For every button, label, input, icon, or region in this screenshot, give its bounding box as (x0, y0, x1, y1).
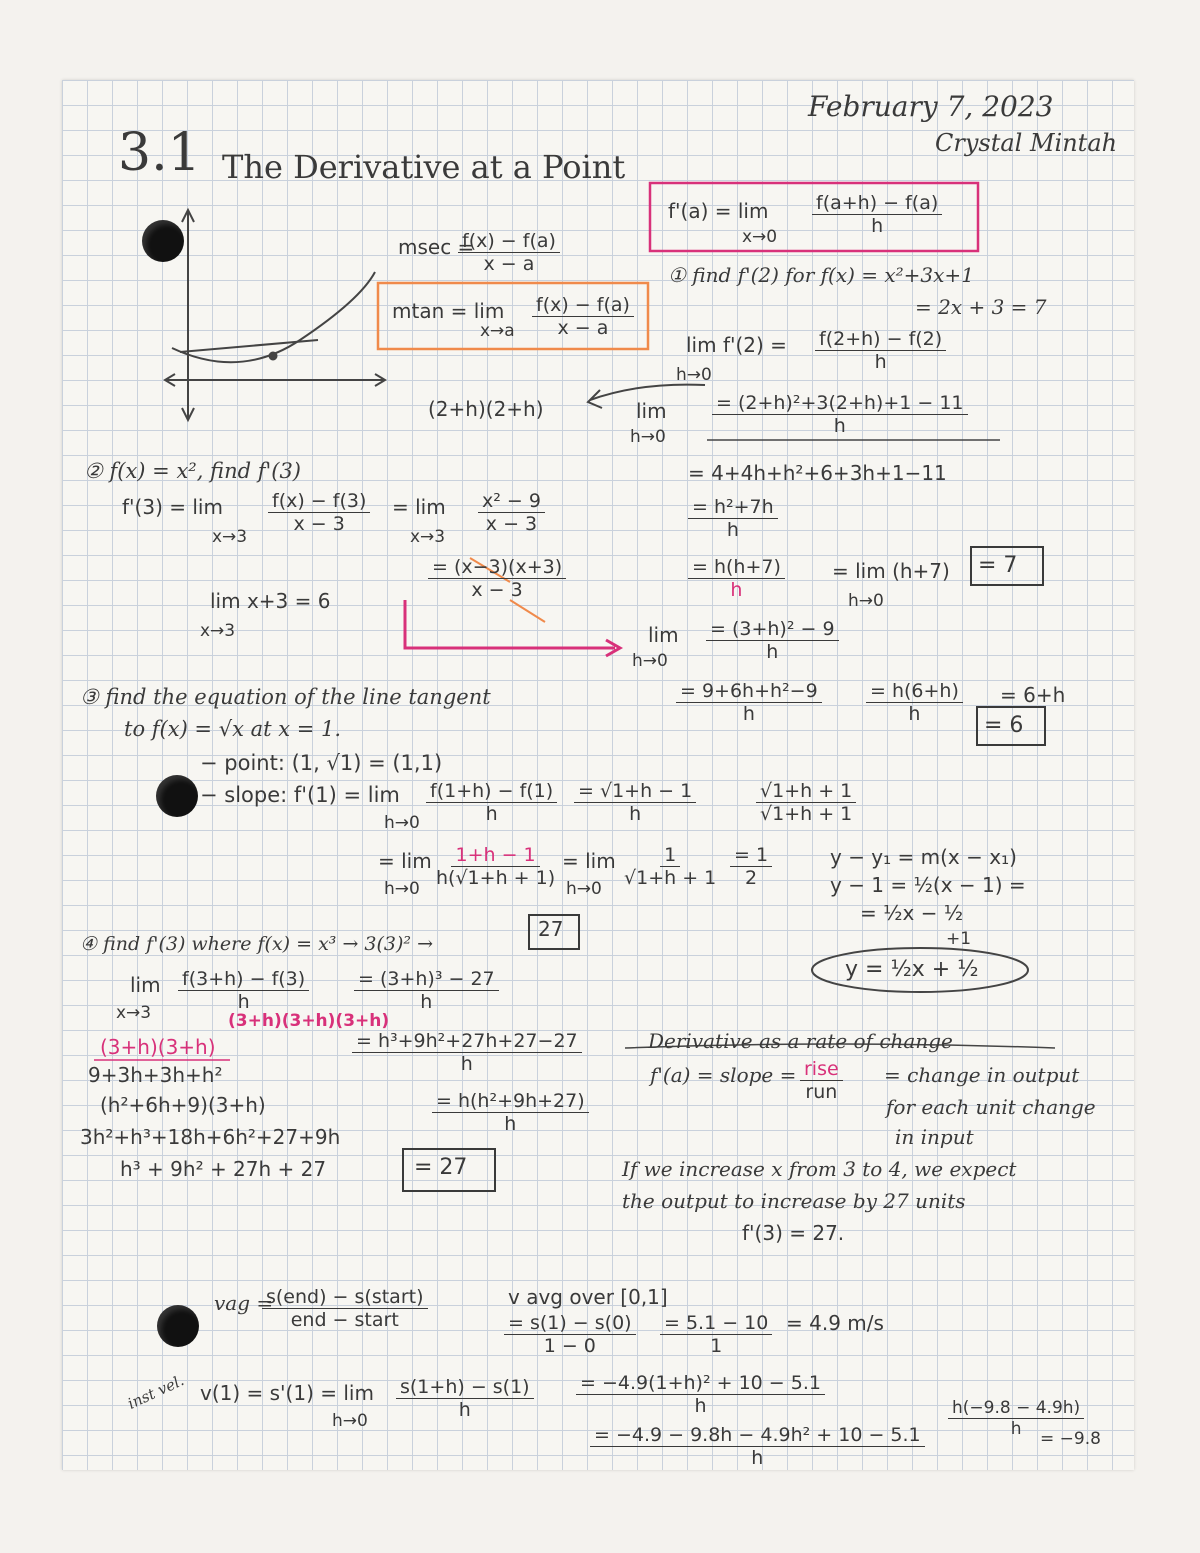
derivative-def-den: h (871, 215, 884, 237)
ex2-result-lim: x→3 (200, 621, 236, 641)
ex3-slope-conjugate (756, 780, 856, 825)
ex3-line1: y − y₁ = m(x − x₁) (830, 845, 1017, 869)
ex1-line1-num: f(2+h) − f(2) (815, 328, 946, 351)
vavg-lhs: vag = (214, 1291, 274, 1315)
ex3-s6-num: = 1 (730, 844, 772, 867)
secant-graph-sketch (165, 210, 385, 420)
page-title: The Derivative at a Point (222, 148, 626, 186)
ex4-num4: = h(h²+9h+27) (432, 1090, 589, 1113)
ex2-alt-den: h (766, 641, 779, 663)
inst-v1-lim: h→0 (332, 1411, 368, 1431)
ex2-answer: = 6 (984, 713, 1024, 738)
ex3-s4-den: h(√1+h + 1) (436, 867, 556, 889)
rate-def-rhs2: for each unit change (886, 1095, 1096, 1119)
ex1-line2-lim: lim (636, 399, 667, 423)
msec-num: f(x) − f(a) (458, 230, 560, 253)
rate-def-rhs3: in input (895, 1125, 974, 1149)
rate-def-rhs1: = change in output (884, 1063, 1080, 1087)
inst-vel-label: inst vel. (124, 1371, 187, 1413)
ex2-result: lim x+3 = 6 (210, 589, 331, 613)
ex1-line3: = 4+4h+h²+6+3h+1−11 (688, 461, 947, 485)
date: February 7, 2023 (808, 90, 1054, 123)
ex1-line2-num: = (2+h)²+3(2+h)+1 − 11 (712, 392, 968, 415)
mtan-lim: x→a (480, 321, 515, 341)
ex3-s-num: f(1+h) − f(1) (426, 780, 557, 803)
expand-arrow-label: (2+h)(2+h) (428, 397, 544, 421)
ex4-work4: 3h²+h³+18h+6h²+27+9h (80, 1125, 341, 1149)
ex2-fraction3 (428, 556, 566, 601)
ex3-s5-num: 1 (660, 844, 680, 867)
rate-heading: Derivative as a rate of change (648, 1029, 953, 1053)
ex4-work1: (3+h)(3+h) (100, 1035, 216, 1059)
vavg-c2-num: = 5.1 − 10 (660, 1312, 772, 1335)
ex3-line2: y − 1 = ½(x − 1) = (830, 873, 1026, 897)
ex3-s5-fraction (620, 844, 720, 889)
ex3-s4-lim-h0: h→0 (384, 879, 420, 899)
rate-note1: If we increase x from 3 to 4, we expect (622, 1157, 1017, 1181)
ex4-fraction2 (354, 968, 499, 1013)
ex4-fraction3 (352, 1030, 582, 1075)
ex1-line1-den: h (874, 351, 887, 373)
vavg-c1-den: 1 − 0 (543, 1335, 596, 1357)
ex2-alt3-num: = h(6+h) (866, 680, 963, 703)
inst-v4-result: = −9.8 (1040, 1429, 1101, 1449)
mtan-lhs: mtan = lim (392, 299, 505, 323)
ex4-fraction4 (432, 1090, 589, 1135)
ex4-work3: (h²+6h+9)(3+h) (100, 1093, 266, 1117)
inst-v1-fraction (396, 1376, 534, 1421)
ex3-s5-den: √1+h + 1 (624, 867, 717, 889)
ex2-num3: = (x−3)(x+3) (428, 556, 566, 579)
ex4-lim: lim (130, 973, 161, 997)
ex3-prompt-line2: to f(x) = √x at x = 1. (124, 717, 342, 741)
derivative-def-fraction (812, 192, 942, 237)
rate-note2: the output to increase by 27 units (622, 1189, 966, 1213)
ex1-line2-fraction (712, 392, 968, 437)
expand-arrow (590, 385, 705, 400)
ex2-alt-fraction2 (676, 680, 822, 725)
vavg-calc2 (660, 1312, 772, 1357)
ex1-answer: = 7 (978, 553, 1018, 578)
ex3-s5-lhs: = lim (562, 849, 616, 873)
ex1-line4-fraction (688, 496, 778, 541)
ex4-num2: = (3+h)³ − 27 (354, 968, 499, 991)
ex3-s5-lim-h0: h→0 (566, 879, 602, 899)
rate-def-num: rise (800, 1058, 843, 1081)
ex4-den2: h (420, 991, 433, 1013)
rate-def-fraction (800, 1058, 843, 1103)
ex2-den1: x − 3 (293, 513, 345, 535)
inst-v1-num: s(1+h) − s(1) (396, 1376, 534, 1399)
ex4-answer: = 27 (414, 1155, 468, 1180)
ex3-s4-num: 1+h − 1 (451, 844, 539, 867)
ex1-line5-den: h (730, 579, 743, 601)
ex3-s2-num: = √1+h − 1 (574, 780, 696, 803)
ex2-prompt: ② f(x) = x², find f'(3) (84, 459, 302, 483)
ex2-num2: x² − 9 (478, 490, 545, 513)
ex2-alt3-den: h (908, 703, 921, 725)
ex1-line5-num: = h(h+7) (688, 556, 785, 579)
ex4-pink-note: (3+h)(3+h)(3+h) (228, 1011, 390, 1031)
ex2-lim-x3: x→3 (212, 527, 248, 547)
ex3-s3-den: √1+h + 1 (760, 803, 853, 825)
ex2-alt2-num: = 9+6h+h²−9 (676, 680, 822, 703)
vavg-c1-num: = s(1) − s(0) (504, 1312, 636, 1335)
msec-fraction (458, 230, 560, 275)
inst-v1-den: h (458, 1399, 471, 1421)
ex4-num3: = h³+9h²+27h+27−27 (352, 1030, 582, 1053)
ex2-alt-lim: lim (648, 623, 679, 647)
inst-v3-fraction (590, 1424, 925, 1469)
ex3-prompt-line1: ③ find the equation of the line tangent (80, 685, 491, 709)
ex3-s4-lhs: = lim (378, 849, 432, 873)
mtan-fraction (532, 294, 634, 339)
ex3-line4: +1 (946, 929, 972, 949)
ex4-den1: h (237, 991, 250, 1013)
ex4-prompt: ④ find f'(3) where f(x) = x³ → 3(3)² → (80, 933, 433, 955)
alternate-method-arrow (405, 600, 615, 648)
vavg-over: v avg over [0,1] (508, 1285, 668, 1309)
ex2-lim-x3-2: x→3 (410, 527, 446, 547)
ex3-s3-num: √1+h + 1 (756, 780, 856, 803)
ex4-fraction1 (178, 968, 309, 1013)
ex2-num1: f(x) − f(3) (268, 490, 370, 513)
ex1-line2-den: h (833, 415, 846, 437)
inst-v1-lhs: v(1) = s'(1) = lim (200, 1381, 374, 1405)
inst-v4-den: h (1010, 1419, 1022, 1439)
ex3-line3: = ½x − ½ (860, 901, 964, 925)
msec-den: x − a (483, 253, 535, 275)
ex2-alt-fraction1 (706, 618, 839, 663)
ex3-slope-fraction (426, 780, 557, 825)
ex4-lim-x3: x→3 (116, 1003, 152, 1023)
ex2-den2: x − 3 (485, 513, 538, 535)
ex3-s6-den: 2 (744, 867, 758, 889)
mtan-num: f(x) − f(a) (532, 294, 634, 317)
ex2-den3: x − 3 (471, 579, 523, 601)
derivative-def-lhs: f'(a) = lim (668, 199, 769, 223)
msec-lhs: msec = (398, 235, 475, 259)
ex1-prompt: ① find f'(2) for f(x) = x²+3x+1 (668, 263, 974, 287)
ex3-s-den: h (485, 803, 498, 825)
ex1-line1-fraction (815, 328, 946, 373)
derivative-def-num: f(a+h) − f(a) (812, 192, 942, 215)
ex3-s2-den: h (629, 803, 642, 825)
ex2-alt-num: = (3+h)² − 9 (706, 618, 839, 641)
ex3-answer: y = ½x + ½ (845, 957, 979, 982)
ex2-fraction2 (478, 490, 545, 535)
ex2-lhs: f'(3) = lim (122, 495, 223, 519)
derivative-def-lim: x→0 (742, 227, 778, 247)
ex1-line2-lim-h0: h→0 (630, 427, 666, 447)
ex1-line4-num: = h²+7h (688, 496, 778, 519)
vavg-den: end − start (290, 1309, 399, 1331)
ex4-work2: 9+3h+3h+h² (88, 1063, 223, 1087)
inst-v3-den: h (751, 1447, 764, 1469)
inst-v4-num: h(−9.8 − 4.9h) (948, 1398, 1084, 1419)
ex2-eq2: = lim (392, 495, 446, 519)
ex1-quick-answer: = 2x + 3 = 7 (915, 295, 1047, 319)
ex3-s4-fraction (432, 844, 559, 889)
vavg-c2-den: 1 (710, 1335, 723, 1357)
inst-v2-fraction (576, 1372, 825, 1417)
mtan-den: x − a (557, 317, 609, 339)
ex1-lim-h0: h→0 (676, 365, 712, 385)
inst-v3-num: = −4.9 − 9.8h − 4.9h² + 10 − 5.1 (590, 1424, 925, 1447)
ex2-fraction1 (268, 490, 370, 535)
inst-v2-den: h (694, 1395, 707, 1417)
ex4-work5: h³ + 9h² + 27h + 27 (120, 1157, 327, 1181)
ex4-num1: f(3+h) − f(3) (178, 968, 309, 991)
ex2-alt-lim-h0: h→0 (632, 651, 668, 671)
ex2-alt2-den: h (742, 703, 755, 725)
section-number: 3.1 (118, 123, 201, 183)
ex4-den4: h (504, 1113, 517, 1135)
ex1-line4-den: h (726, 519, 739, 541)
vavg-result: = 4.9 m/s (786, 1311, 884, 1335)
ex2-alt-fraction3 (866, 680, 963, 725)
author: Crystal Mintah (935, 129, 1118, 157)
rate-note3: f'(3) = 27. (742, 1221, 845, 1245)
ex3-slope-lim: h→0 (384, 813, 420, 833)
ex1-line5-fraction (688, 556, 785, 601)
ex3-point: − point: (1, √1) = (1,1) (200, 751, 443, 775)
rate-def-lhs: f'(a) = slope = (650, 1063, 797, 1087)
ex1-line5-rhs: = lim (h+7) (832, 559, 950, 583)
rate-def-den: run (805, 1081, 838, 1103)
ex2-alt3-rhs: = 6+h (1000, 683, 1066, 707)
vavg-calc1 (504, 1312, 636, 1357)
inst-v2-num: = −4.9(1+h)² + 10 − 5.1 (576, 1372, 825, 1395)
ex1-line5-lim-h0: h→0 (848, 591, 884, 611)
ex1-line1-lhs: lim f'(2) = (686, 333, 787, 357)
ex3-s6-fraction (730, 844, 772, 889)
ex3-slope-fraction2 (574, 780, 696, 825)
vavg-fraction (262, 1286, 428, 1331)
vavg-num: s(end) − s(start) (262, 1286, 428, 1309)
ex4-prompt-answer: 27 (538, 917, 564, 941)
ex3-slope: − slope: f'(1) = lim (200, 783, 400, 807)
ex4-den3: h (460, 1053, 473, 1075)
